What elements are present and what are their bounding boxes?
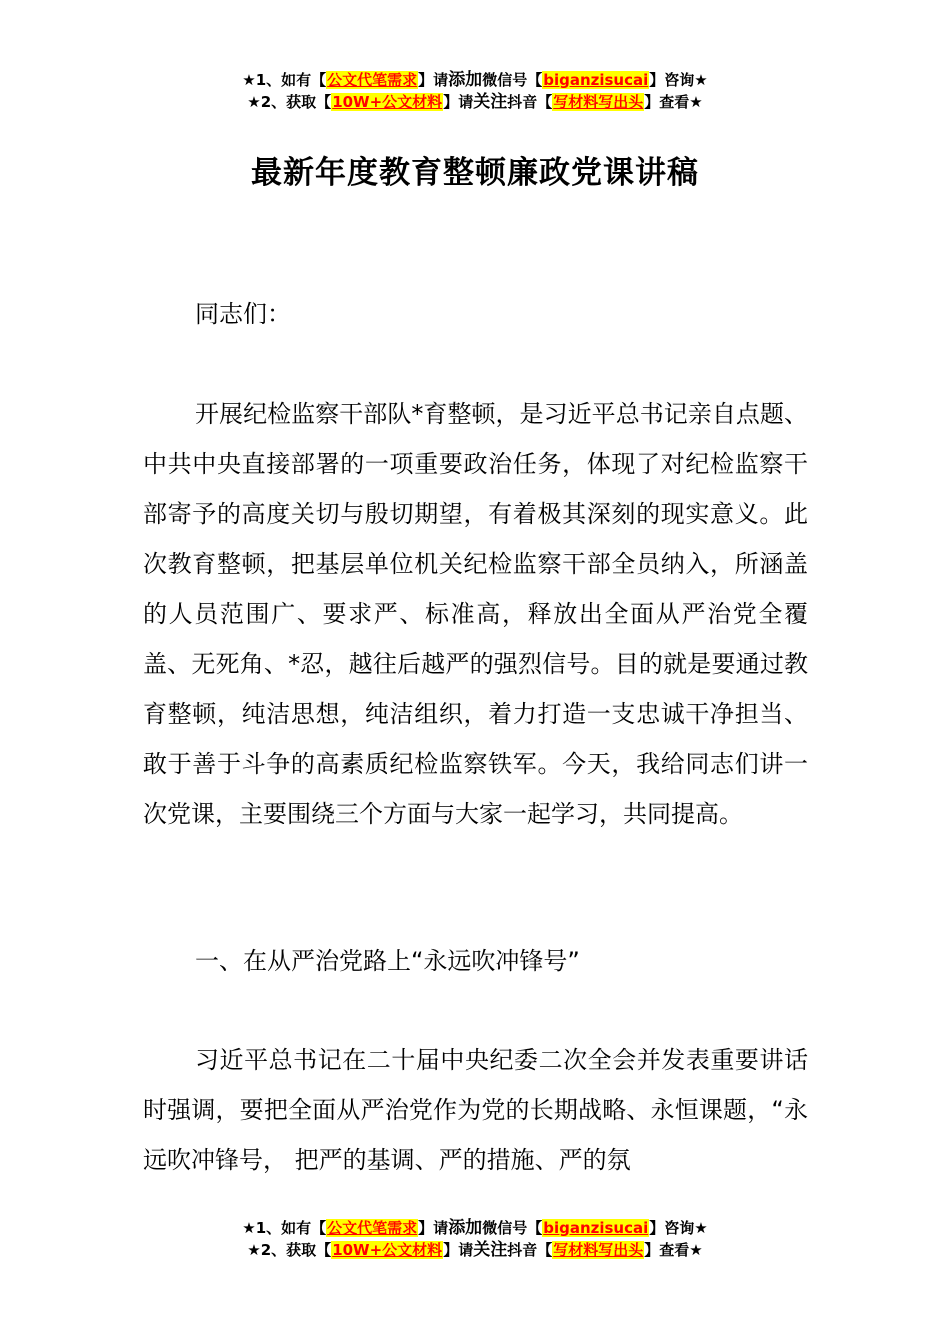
paragraph: 习近平总书记在二十届中央纪委二次全会并发表重要讲话时强调，要把全面从严治党作为党的长期战略、永恒课题，“永远吹冲锋号， 把严的基调、严的措施、严的氛 (143, 1046, 808, 1174)
highlight-text: biganzisucai (543, 1219, 649, 1237)
banner-text: 】请 (443, 93, 474, 111)
banner-line-2 (0, 1239, 950, 1261)
banner-text: ★1、如有【 (242, 71, 327, 89)
emphasis-text: 添加 (448, 70, 483, 90)
banner-line-1 (0, 1217, 950, 1239)
banner-text: 】请 (443, 1241, 474, 1259)
banner-text: 】查看★ (644, 1241, 703, 1259)
emphasis-text: 关注 (473, 92, 508, 112)
banner-text: 抖音【 (507, 93, 553, 111)
banner-text: ★2、获取【 (247, 93, 332, 111)
banner-text: 】请 (418, 1219, 449, 1237)
banner-line-1 (0, 69, 950, 91)
document-title: 最新年度教育整顿廉政党课讲稿 (251, 155, 699, 191)
banner-text: ★2、获取【 (247, 1241, 332, 1259)
banner-text: 微信号【 (482, 1219, 543, 1237)
highlight-text: 10W+公文材料 (332, 93, 443, 111)
banner-line-2 (0, 91, 950, 113)
banner-text: 】咨询★ (649, 1219, 708, 1237)
footer-banner (0, 1217, 950, 1261)
emphasis-text: 添加 (448, 1218, 483, 1238)
section-heading: 一、在从严治党路上“永远吹冲锋号” (195, 947, 580, 975)
highlight-text: 公文代笔需求 (327, 1219, 418, 1237)
header-banner (0, 69, 950, 113)
highlight-text: biganzisucai (543, 71, 649, 89)
emphasis-text: 关注 (473, 1240, 508, 1260)
greeting: 同志们： (195, 300, 291, 328)
highlight-text: 写材料写出头 (553, 93, 644, 111)
banner-text: 】咨询★ (649, 71, 708, 89)
banner-text: 微信号【 (482, 71, 543, 89)
banner-text: 】查看★ (644, 93, 703, 111)
highlight-text: 写材料写出头 (553, 1241, 644, 1259)
banner-text: ★1、如有【 (242, 1219, 327, 1237)
banner-text: 】请 (418, 71, 449, 89)
banner-text: 抖音【 (507, 1241, 553, 1259)
paragraph: 开展纪检监察干部队*育整顿，是习近平总书记亲自点题、中共中央直接部署的一项重要政治任务，体现了对纪检监察干部寄予的高度关切与殷切期望，有着极其深刻的现实意义。此次教育整顿，把基层单位机关纪检监察干部全员纳入，所涵盖的人员范围广、要求严、标准高，释放出全面从严治党全覆盖、无死角、*忍，越往后越严的强烈信号。目的就是要通过教育整顿，纯洁思想，纯洁组织，着力打造一支忠诚干净担当、敢于善于斗争的高素质纪检监察铁军。今天，我给同志们讲一次党课，主要围绕三个方面与大家一起学习，共同提高。 (143, 400, 808, 828)
highlight-text: 10W+公文材料 (332, 1241, 443, 1259)
highlight-text: 公文代笔需求 (327, 71, 418, 89)
